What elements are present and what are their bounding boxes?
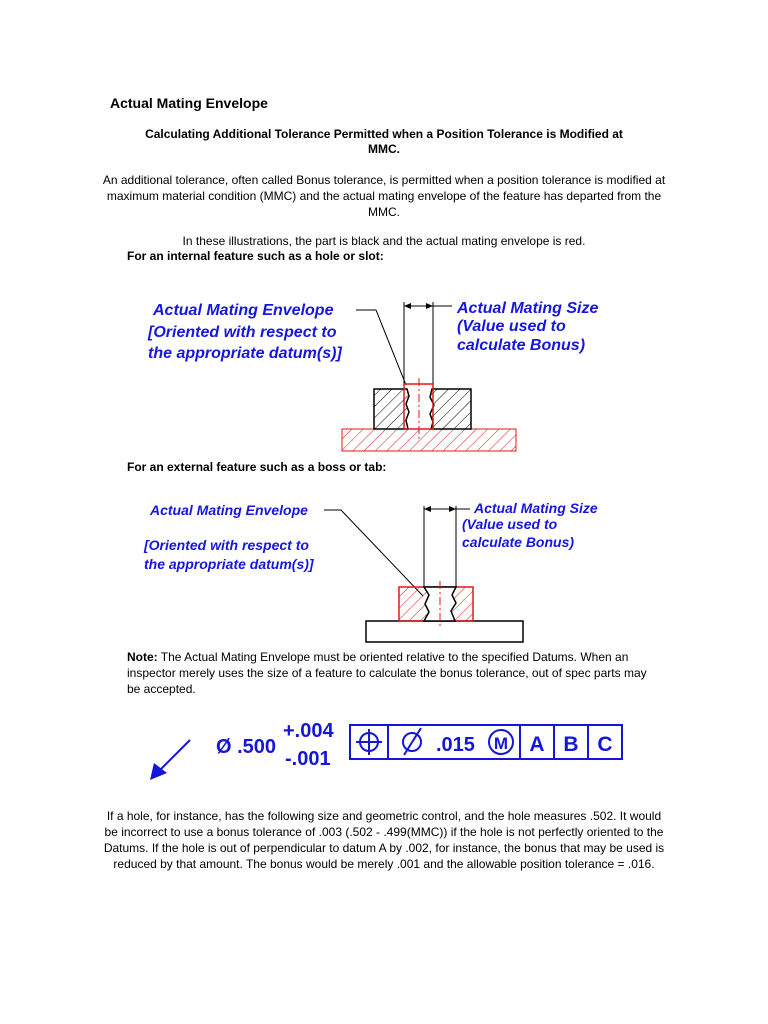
d2-leader-line (324, 510, 423, 596)
d1-arrow-right (426, 303, 433, 309)
d1-oriented-line1: [Oriented with respect to (148, 324, 337, 341)
d2-arrow-left (424, 506, 431, 512)
internal-feature-label: For an internal feature such as a hole or slot: (127, 249, 384, 263)
d1-size-label: Actual Mating Size (457, 300, 599, 317)
d2-arrow-right (449, 506, 456, 512)
size-plus-tolerance: +.004 (283, 720, 334, 742)
datum-b: B (563, 733, 579, 756)
datum-a: A (529, 733, 545, 756)
d1-size-line3: calculate Bonus) (457, 337, 586, 354)
note-label: Note: (127, 650, 158, 664)
datum-c: C (597, 733, 613, 756)
diameter-symbol-icon (403, 728, 421, 755)
d1-arrow-left (404, 303, 411, 309)
internal-feature-diagram (147, 300, 598, 451)
geometric-tolerance-value: .015 (436, 734, 475, 756)
d2-size-line3: calculate Bonus) (462, 534, 575, 550)
note-text: The Actual Mating Envelope must be oriented relative to the specified Datums. When an inspector merely uses the size of a feature to calculate the bonus tolerance, out of spec parts may be accepted. (127, 650, 647, 696)
page-subtitle: Calculating Additional Tolerance Permitted when a Position Tolerance is Modified at MMC. (145, 127, 623, 156)
d1-oriented-line2: the appropriate datum(s)] (148, 345, 342, 362)
d2-oriented-line2: the appropriate datum(s)] (144, 556, 314, 572)
d1-right-block (430, 389, 471, 429)
size-diameter: Ø .500 (216, 736, 277, 758)
d2-base-plate (366, 621, 523, 642)
d2-size-label: Actual Mating Size (474, 500, 598, 516)
intro-paragraph: An additional tolerance, often called Bonus tolerance, is permitted when a position tolerance is modified at maximum material condition (MMC) and the actual mating envelope of the feature has departed from the MMC. (102, 173, 666, 219)
illustration-note: In these illustrations, the part is black and the actual mating envelope is red. (182, 234, 586, 248)
d1-size-line2: (Value used to (457, 318, 566, 335)
external-feature-label: For an external feature such as a boss or tab: (127, 460, 387, 474)
feature-control-frame (350, 725, 622, 759)
d2-envelope-label: Actual Mating Envelope (150, 502, 308, 518)
d2-oriented-line1: [Oriented with respect to (144, 537, 309, 553)
size-minus-tolerance: -.001 (285, 748, 331, 770)
page-title: Actual Mating Envelope (110, 95, 268, 111)
note-paragraph (127, 649, 647, 697)
feature-control-callout (150, 720, 622, 780)
d1-base-plate (342, 429, 516, 451)
position-symbol-icon (356, 729, 382, 755)
d1-leader-line (356, 310, 406, 385)
conclusion-paragraph: If a hole, for instance, has the following size and geometric control, and the hole measures .502. It would be incorrect to use a bonus tolerance of .003 (.502 - .499(MMC)) if the hole is not perfectly oriented to the Datums. If the hole is out of perpendicular to datum A by .002, for instance, the bonus that may be used is reduced by that amount. The bonus would be merely .001 and the allowable position tolerance = .016. (103, 809, 665, 871)
d2-size-line2: (Value used to (462, 516, 558, 532)
mmc-modifier-letter: M (493, 734, 509, 753)
callout-leader (160, 740, 190, 770)
external-feature-diagram (143, 500, 598, 642)
d1-envelope-label: Actual Mating Envelope (153, 302, 334, 319)
